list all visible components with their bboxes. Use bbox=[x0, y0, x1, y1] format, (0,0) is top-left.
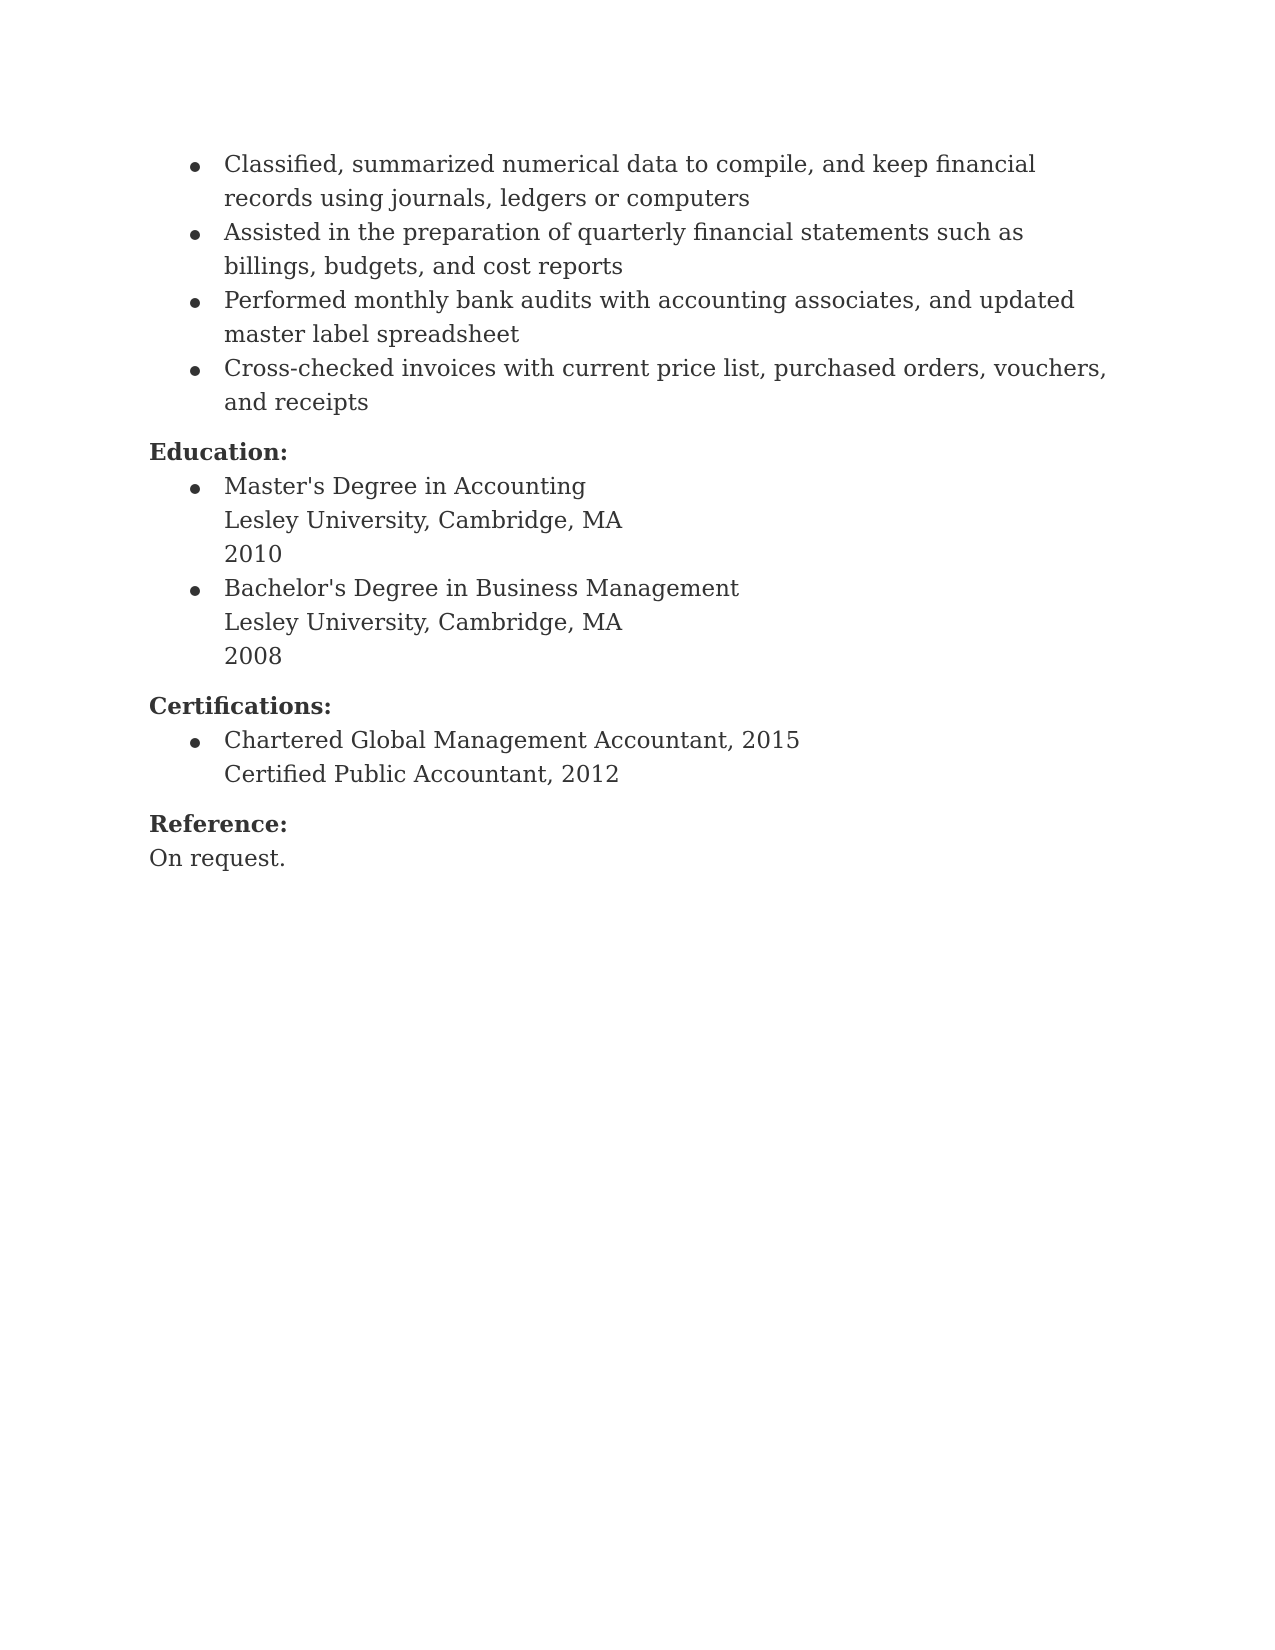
reference-text: On request. bbox=[149, 846, 287, 872]
resume-page bbox=[149, 148, 1109, 876]
education-degree: Bachelor's Degree in Business Management bbox=[224, 576, 740, 602]
experience-bullet-item bbox=[149, 284, 1109, 352]
education-year: 2010 bbox=[224, 542, 283, 568]
experience-bullet-item bbox=[149, 352, 1109, 420]
bullet-icon bbox=[190, 586, 200, 596]
experience-bullet-text: Assisted in the preparation of quarterly financial statements such as billings, budgets, and cost reports bbox=[224, 220, 1024, 280]
bullet-icon bbox=[190, 738, 200, 748]
bullet-icon bbox=[190, 298, 200, 308]
education-item bbox=[149, 470, 1109, 572]
experience-bullet-list bbox=[149, 148, 1109, 420]
education-degree: Master's Degree in Accounting bbox=[224, 474, 587, 500]
bullet-icon bbox=[190, 162, 200, 172]
education-school: Lesley University, Cambridge, MA bbox=[224, 610, 623, 636]
certifications-list bbox=[149, 724, 1109, 792]
certification-line: Certified Public Accountant, 2012 bbox=[224, 762, 620, 788]
reference-heading: Reference: bbox=[149, 811, 288, 838]
bullet-icon bbox=[190, 366, 200, 376]
certifications-heading: Certifications: bbox=[149, 693, 332, 720]
experience-bullet-text: Performed monthly bank audits with accounting associates, and updated master label spreadsheet bbox=[224, 288, 1075, 348]
education-heading: Education: bbox=[149, 439, 289, 466]
bullet-icon bbox=[190, 230, 200, 240]
certification-item bbox=[149, 724, 1109, 792]
bullet-icon bbox=[190, 484, 200, 494]
certification-line: Chartered Global Management Accountant, 2015 bbox=[224, 728, 801, 754]
education-year: 2008 bbox=[224, 644, 283, 670]
education-item bbox=[149, 572, 1109, 674]
experience-bullet-text: Cross-checked invoices with current price list, purchased orders, vouchers, and receipts bbox=[224, 356, 1107, 416]
experience-bullet-item bbox=[149, 148, 1109, 216]
experience-bullet-item bbox=[149, 216, 1109, 284]
education-list bbox=[149, 470, 1109, 674]
education-school: Lesley University, Cambridge, MA bbox=[224, 508, 623, 534]
experience-bullet-text: Classified, summarized numerical data to compile, and keep financial records using journals, ledgers or computers bbox=[224, 152, 1036, 212]
